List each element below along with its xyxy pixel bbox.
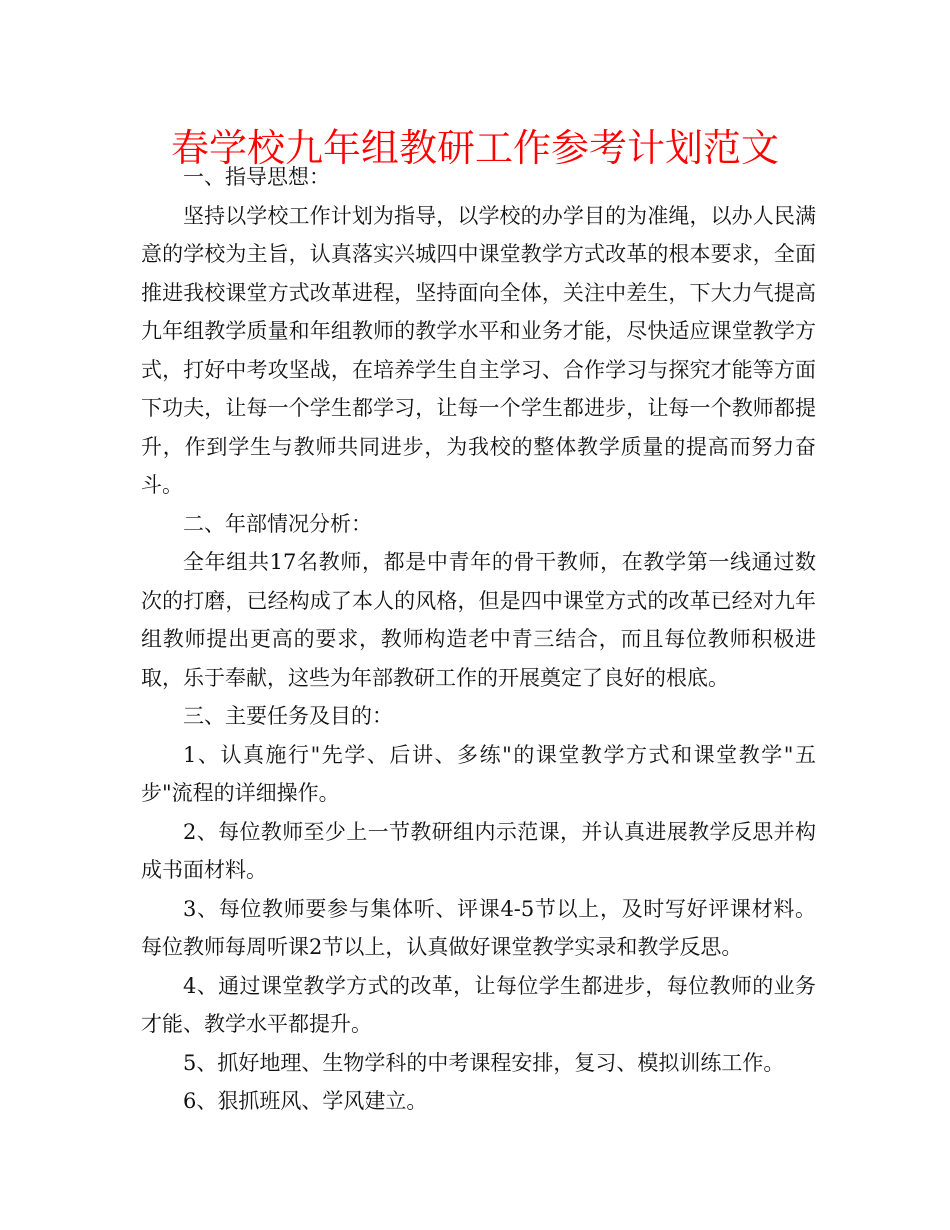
- task-item-6: 6、狠抓班风、学风建立。: [183, 1089, 428, 1113]
- document-title: 春学校九年组教研工作参考计划范文: [170, 126, 779, 170]
- heading-main-tasks: 三、主要任务及目的：: [183, 704, 393, 728]
- task-item-5: 5、抓好地理、生物学科的中考课程安排，复习、模拟训练工作。: [183, 1050, 785, 1075]
- document-body: [141, 158, 816, 1121]
- paragraph-guiding-ideology: 坚持以学校工作计划为指导，以学校的办学目的为准绳，以办人民满意的学校为主旨，认真落实兴城四中课堂教学方式改革的根本要求，全面推进我校课堂方式改革进程，坚持面向全体，关注中差生，下大力气提高九年组教学质量和年组教师的教学水平和业务才能，尽快适应课堂教学方式，打好中考攻坚战，在培养学生自主学习、合作学习与探究才能等方面下功夫，让每一个学生都学习，让每一个学生都进步，让每一个教师都提升，作到学生与教师共同进步，为我校的整体教学质量的提高而努力奋斗。: [141, 203, 816, 497]
- task-item-2: 2、每位教师至少上一节教研组内示范课，并认真进展教学反思并构成书面材料。: [141, 819, 816, 882]
- paragraph-grade-analysis: 全年组共17名教师，都是中青年的骨干教师，在教学第一线通过数次的打磨，已经构成了本人的风格，但是四中课堂方式的改革已经对九年组教师提出更高的要求，教师构造老中青三结合，而且每位教师积极进取，乐于奉献，这些为年部教研工作的开展奠定了良好的根底。: [141, 550, 816, 690]
- task-item-3: 3、每位教师要参与集体听、评课4-5节以上，及时写好评课材料。每位教师每周听课2节以上，认真做好课堂教学实录和教学反思。: [141, 896, 816, 959]
- heading-guiding-ideology: 一、指导思想：: [183, 165, 330, 189]
- task-item-1: 1、认真施行"先学、后讲、多练"的课堂教学方式和课堂教学"五步"流程的详细操作。: [141, 742, 816, 805]
- heading-grade-analysis: 二、年部情况分析：: [183, 511, 372, 536]
- task-item-4: 4、通过课堂教学方式的改革，让每位学生都进步，每位教师的业务才能、教学水平都提升。: [141, 973, 816, 1036]
